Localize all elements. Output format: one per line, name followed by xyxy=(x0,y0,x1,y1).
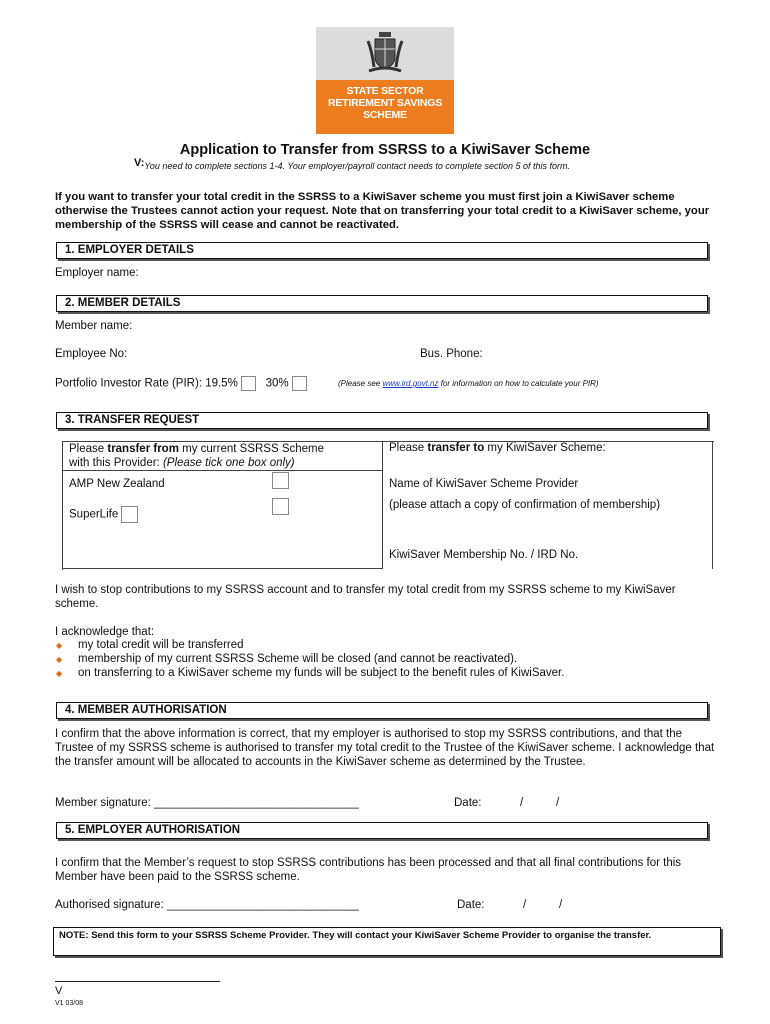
member-date-sep-2: / xyxy=(556,797,560,809)
subtitle-mark: V: xyxy=(134,157,145,169)
bus-phone-label: Bus. Phone: xyxy=(420,348,483,360)
attach-confirmation-note: (please attach a copy of confirmation of membership) xyxy=(389,499,661,511)
footer-mark: V xyxy=(55,985,63,997)
kiwisaver-provider-label: Name of KiwiSaver Scheme Provider xyxy=(389,478,579,490)
ird-link[interactable]: www.ird.govt.nz xyxy=(382,379,439,388)
section-3-header: 3. TRANSFER REQUEST xyxy=(56,412,708,429)
acknowledge-item-3: ◆ on transferring to a KiwiSaver scheme my funds will be subject to the benefit rules of KiwiSaver. xyxy=(55,666,564,680)
tf-pre: Please xyxy=(69,443,108,455)
footer-version: V1 03/08 xyxy=(55,1000,84,1007)
employer-date-label: Date: xyxy=(457,899,485,911)
membership-no-label: KiwiSaver Membership No. / IRD No. xyxy=(389,549,579,561)
pir-row xyxy=(55,376,307,391)
logo-line-3: SCHEME xyxy=(363,109,407,121)
note-box: NOTE: Send this form to your SSRSS Scheme Provider. They will contact your KiwiSaver Scheme Provider to organise the transfer. xyxy=(53,927,721,956)
instructions-subtitle xyxy=(134,157,570,172)
amp-checkbox[interactable] xyxy=(272,472,289,489)
superlife-checkbox[interactable] xyxy=(121,506,138,523)
member-name-label: Member name: xyxy=(55,320,133,332)
stop-contributions-text: I wish to stop contributions to my SSRSS account and to transfer my total credit from my SSRSS scheme to my KiwiSaver scheme. xyxy=(55,584,676,610)
tf-bold: transfer from xyxy=(107,443,179,455)
transfer-from-header xyxy=(69,442,324,470)
employee-no-label: Employee No: xyxy=(55,348,128,360)
acknowledge-list xyxy=(55,638,564,680)
table-right-border xyxy=(712,441,713,569)
superlife-checkbox-2[interactable] xyxy=(272,498,289,515)
tt-bold: transfer to xyxy=(427,442,485,454)
pir-30-label: 30% xyxy=(265,377,289,390)
logo-line-1: STATE SECTOR xyxy=(346,85,424,97)
table-left-bottom-line xyxy=(62,568,382,569)
pir-30-checkbox[interactable] xyxy=(292,376,307,391)
member-date-label: Date: xyxy=(454,797,482,809)
table-divider xyxy=(382,441,383,569)
acknowledge-item-2: ◆ membership of my current SSRSS Scheme will be closed (and cannot be reactivated). xyxy=(55,652,564,666)
logo-line-2: RETIREMENT SAVINGS xyxy=(327,97,443,109)
section-4-header: 4. MEMBER AUTHORISATION xyxy=(56,702,708,719)
employer-date-sep-2: / xyxy=(559,899,563,911)
tt-pre: Please xyxy=(389,442,428,454)
employer-date-sep-1: / xyxy=(523,899,527,911)
page-title: Application to Transfer from SSRSS to a KiwiSaver Scheme xyxy=(179,142,591,158)
acknowledge-item-1: ◆ my total credit will be transferred xyxy=(55,638,564,652)
pir-label: Portfolio Investor Rate (PIR): 19.5% xyxy=(55,377,238,390)
section-5-header: 5. EMPLOYER AUTHORISATION xyxy=(56,822,708,839)
transfer-to-header xyxy=(389,442,606,454)
footer-rule xyxy=(55,981,220,982)
intro-paragraph: If you want to transfer your total credit in the SSRSS to a KiwiSaver scheme you must first join a KiwiSaver scheme otherwise the Trustees cannot action your request. Note that on transferring your total credit to a KiwiSaver scheme, your membership of the SSRSS will cease and cannot be reactivated. xyxy=(55,191,710,231)
table-left-header-line xyxy=(62,470,382,471)
employer-authorisation-text: I confirm that the Member’s request to stop SSRSS contributions has been processed and that all final contributions for this Member have been paid to the SSRSS scheme. xyxy=(55,857,682,883)
provider-superlife-label: SuperLife xyxy=(69,508,119,521)
section-2-header: 2. MEMBER DETAILS xyxy=(56,295,708,312)
pir-19-5-checkbox[interactable] xyxy=(241,376,256,391)
ssrss-logo xyxy=(316,27,454,134)
tf-line2-pre: with this Provider: xyxy=(69,457,163,469)
provider-superlife xyxy=(69,506,138,523)
pir-note xyxy=(338,379,599,388)
member-signature-line[interactable]: Member signature: ________________________________ xyxy=(55,797,359,809)
tt-post: my KiwiSaver Scheme: xyxy=(484,442,606,454)
tf-line2-italic: (Please tick one box only) xyxy=(162,457,295,469)
member-authorisation-text: I confirm that the above information is correct, that my employer is authorised to stop my SSRSS contributions, and that the Trustee of my SSRSS scheme is authorised to transfer my total credit to the Trustee of the KiwiSaver scheme. I acknowledge that the transfer amount will be allocated to accounts in the KiwiSaver scheme as determined by the Trustee. xyxy=(55,728,715,768)
nz-coat-of-arms-icon xyxy=(365,31,405,75)
member-date-sep-1: / xyxy=(520,797,524,809)
provider-amp-label: AMP New Zealand xyxy=(69,478,165,490)
authorised-signature-line[interactable]: Authorised signature: ______________________________ xyxy=(55,899,359,911)
acknowledge-heading: I acknowledge that: xyxy=(55,626,155,638)
logo-banner xyxy=(316,80,454,134)
subtitle-text: You need to complete sections 1-4. Your employer/payroll contact needs to complete section 5 of this form. xyxy=(144,161,570,171)
employer-name-label: Employer name: xyxy=(55,267,139,279)
section-1-header: 1. EMPLOYER DETAILS xyxy=(56,242,708,259)
pir-note-prefix: (Please see xyxy=(338,379,383,388)
tf-post: my current SSRSS Scheme xyxy=(178,443,325,455)
pir-note-suffix: for information on how to calculate your PIR) xyxy=(438,379,599,388)
